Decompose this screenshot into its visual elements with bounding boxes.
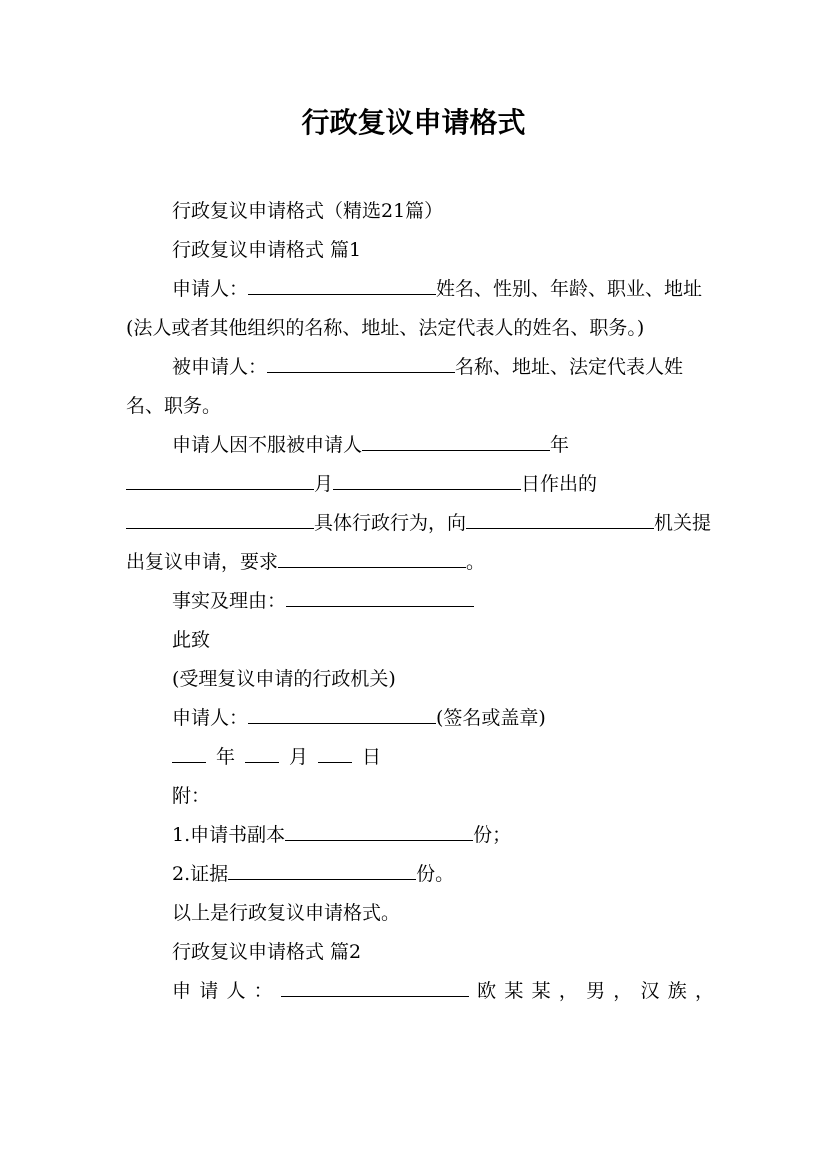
date-day: 日: [362, 746, 382, 768]
respondent-paragraph: [126, 348, 714, 426]
sign-note: (签名或盖章): [436, 707, 546, 729]
attach-2-unit: 份。: [416, 863, 455, 885]
attach-2-blank: [228, 878, 416, 880]
claim-day-made: 日作出的: [521, 473, 598, 495]
sign-label: 申请人：: [172, 707, 249, 729]
part1-heading: 行政复议申请格式 篇1: [172, 239, 362, 261]
claim-act: 具体行政行为，向: [314, 512, 467, 534]
facts-blank: [286, 605, 474, 607]
claim-day-blank: [333, 488, 521, 490]
recipient-line: (受理复议申请的行政机关): [172, 668, 396, 690]
respondent-blank: [267, 371, 455, 373]
part2-applicant-label: 申请人：: [172, 980, 281, 1002]
date-month-blank: [245, 761, 279, 763]
sign-blank: [248, 722, 436, 724]
signature-line: [126, 699, 714, 738]
attach-1-blank: [285, 839, 473, 841]
date-year: 年: [216, 746, 236, 768]
claim-paragraph: [126, 426, 714, 582]
part2-applicant-desc: 欧某某，男，汉族，: [468, 980, 714, 1002]
facts-line: [126, 582, 714, 621]
applicant-label: 申请人：: [172, 278, 249, 300]
applicant-desc: 姓名、性别、年龄、职业、地址(法人或者其他组织的名称、地址、法定代表人的姓名、职务。): [126, 278, 703, 339]
attach-2-text: 2.证据: [172, 863, 229, 885]
attach-1-unit: 份；: [473, 824, 512, 846]
part2-heading: 行政复议申请格式 篇2: [172, 941, 362, 963]
part2-applicant-line: [126, 972, 714, 1011]
salutation-line: 此致: [172, 629, 211, 651]
attach-1-text: 1.申请书副本: [172, 824, 286, 846]
applicant-blank: [248, 293, 436, 295]
claim-end: 。: [466, 551, 486, 573]
claim-month-blank: [126, 488, 314, 490]
date-month: 月: [289, 746, 309, 768]
document-title: 行政复议申请格式: [301, 106, 526, 139]
closing-line: 以上是行政复议申请格式。: [172, 902, 401, 924]
claim-text-1: 申请人因不服被申请人: [172, 434, 363, 456]
claim-organ-blank: [466, 527, 654, 529]
claim-year-blank: [362, 449, 550, 451]
claim-year: 年: [550, 434, 570, 456]
claim-request-blank: [278, 566, 466, 568]
document-body: [126, 192, 714, 1011]
attach-item-2: [126, 855, 714, 894]
respondent-label: 被申请人：: [172, 356, 268, 378]
date-year-blank: [172, 761, 206, 763]
facts-label: 事实及理由：: [172, 590, 287, 612]
applicant-paragraph: [126, 270, 714, 348]
part2-applicant-blank: [281, 995, 469, 997]
date-day-blank: [318, 761, 352, 763]
attach-item-1: [126, 816, 714, 855]
claim-organ: 机关提出复议申请，要求: [126, 512, 712, 573]
date-line: [126, 738, 714, 777]
attach-label: 附：: [172, 785, 211, 807]
claim-act-blank: [126, 527, 314, 529]
intro-line: 行政复议申请格式（精选21篇）: [172, 200, 444, 222]
respondent-desc: 名称、地址、法定代表人姓名、职务。: [126, 356, 684, 417]
claim-month: 月: [314, 473, 334, 495]
